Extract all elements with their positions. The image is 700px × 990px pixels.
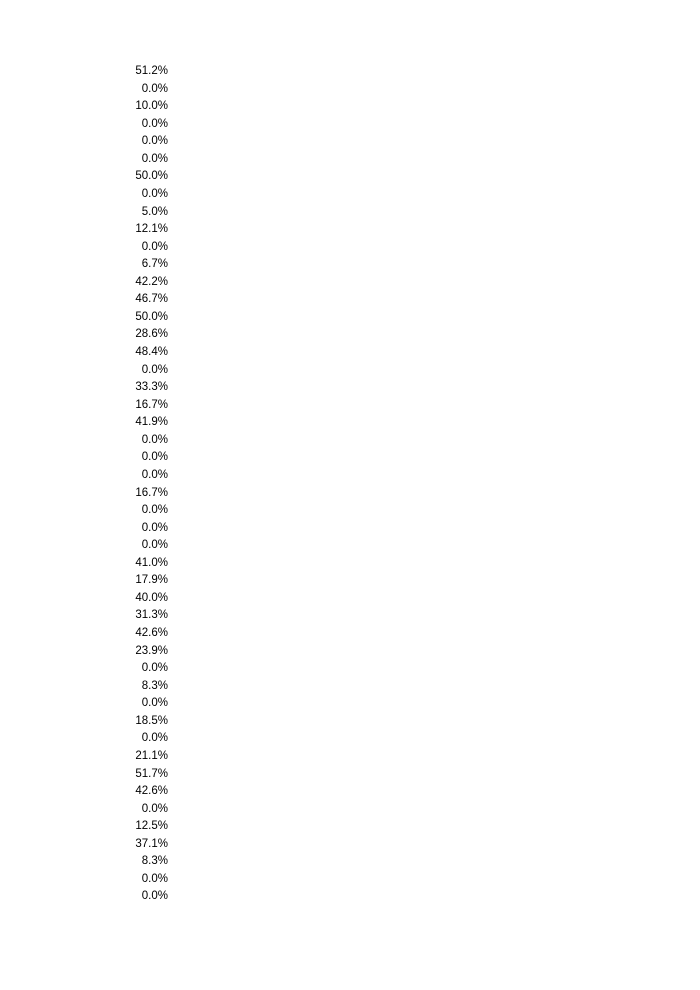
percentage-cell: 8.3% (141, 855, 168, 868)
percentage-cell: 37.1% (135, 837, 168, 850)
percentage-cell: 0.0% (141, 117, 168, 130)
percentage-cell: 40.0% (135, 591, 168, 604)
percentage-cell: 8.3% (141, 679, 168, 692)
percentage-cell: 42.2% (135, 275, 168, 288)
percentage-cell: 0.0% (141, 539, 168, 552)
percentage-cell: 0.0% (141, 504, 168, 517)
percentage-cell: 50.0% (135, 170, 168, 183)
percentage-cell: 51.2% (135, 65, 168, 77)
percentage-cell: 0.0% (141, 802, 168, 815)
percentage-cell: 0.0% (141, 135, 168, 148)
percentage-cell: 0.0% (141, 697, 168, 710)
percentage-cell: 21.1% (135, 749, 168, 762)
percentage-cell: 17.9% (135, 574, 168, 587)
percentage-cell: 31.3% (135, 609, 168, 622)
percentage-cell: 28.6% (135, 328, 168, 341)
percentage-cell: 48.4% (135, 346, 168, 358)
percentage-cell: 0.0% (141, 82, 168, 95)
percentage-cell: 0.0% (141, 732, 168, 745)
percentage-cell: 42.6% (135, 785, 168, 798)
percentage-cell: 33.3% (135, 381, 168, 394)
percentage-cell: 42.6% (135, 627, 168, 639)
percentage-cell: 51.7% (135, 767, 168, 780)
percentage-cell: 41.9% (135, 416, 168, 429)
percentage-cell: 0.0% (141, 152, 168, 165)
percentage-cell: 0.0% (141, 240, 168, 253)
percentage-cell: 0.0% (141, 468, 168, 481)
percentage-column (100, 63, 168, 906)
percentage-cell: 0.0% (141, 872, 168, 885)
percentage-cell: 0.0% (141, 521, 168, 534)
percentage-cell: 50.0% (135, 310, 168, 323)
percentage-cell: 0.0% (141, 187, 168, 200)
percentage-cell: 12.1% (135, 223, 168, 236)
percentage-cell: 10.0% (135, 100, 168, 113)
percentage-cell: 0.0% (141, 363, 168, 376)
percentage-cell: 18.5% (135, 714, 168, 727)
percentage-cell: 16.7% (135, 486, 168, 499)
percentage-cell: 6.7% (141, 258, 168, 271)
percentage-cell: 12.5% (135, 820, 168, 833)
percentage-cell: 23.9% (135, 644, 168, 657)
percentage-cell: 0.0% (141, 451, 168, 464)
percentage-cell: 46.7% (135, 293, 168, 306)
percentage-cell: 41.0% (135, 556, 168, 569)
percentage-cell: 16.7% (135, 398, 168, 411)
percentage-cell: 0.0% (141, 890, 168, 903)
percentage-cell: 0.0% (141, 662, 168, 675)
percentage-cell: 0.0% (141, 433, 168, 446)
percentage-cell: 5.0% (141, 205, 168, 218)
